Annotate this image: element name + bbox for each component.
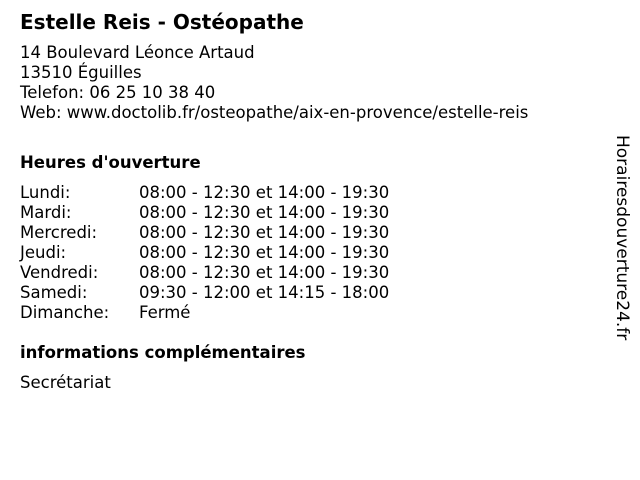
day-label: Vendredi: [20,263,99,282]
day-label: Jeudi: [20,243,67,262]
time-value: 09:30 - 12:00 et 14:15 - 18:00 [139,283,390,302]
page-title: Estelle Reis - Ostéopathe [20,10,304,34]
time-value: 08:00 - 12:30 et 14:00 - 19:30 [139,203,390,222]
info-heading: informations complémentaires [20,343,306,362]
contact-block [20,43,610,123]
time-value: 08:00 - 12:30 et 14:00 - 19:30 [139,243,390,262]
day-label: Samedi: [20,283,88,302]
time-value: Fermé [139,303,191,322]
phone-line: Telefon: 06 25 10 38 40 [20,83,216,102]
hours-row-saturday [20,283,389,303]
time-value: 08:00 - 12:30 et 14:00 - 19:30 [139,183,390,202]
day-label: Dimanche: [20,303,110,322]
hours-table [20,183,389,323]
time-value: 08:00 - 12:30 et 14:00 - 19:30 [139,263,390,282]
hours-row-sunday [20,303,389,323]
hours-row-wednesday [20,223,389,243]
site-watermark: Horairesdouverture24.fr [612,135,632,341]
city-address: 13510 Éguilles [20,63,142,82]
time-value: 08:00 - 12:30 et 14:00 - 19:30 [139,223,390,242]
day-label: Mercredi: [20,223,98,242]
web-line: Web: www.doctolib.fr/osteopathe/aix-en-provence/estelle-reis [20,103,529,122]
business-card [20,10,610,393]
day-label: Lundi: [20,183,71,202]
hours-row-monday [20,183,389,203]
info-text: Secrétariat [20,373,111,392]
day-label: Mardi: [20,203,72,222]
hours-row-thursday [20,243,389,263]
hours-heading: Heures d'ouverture [20,153,201,172]
street-address: 14 Boulevard Léonce Artaud [20,43,255,62]
hours-row-friday [20,263,389,283]
hours-row-tuesday [20,203,389,223]
